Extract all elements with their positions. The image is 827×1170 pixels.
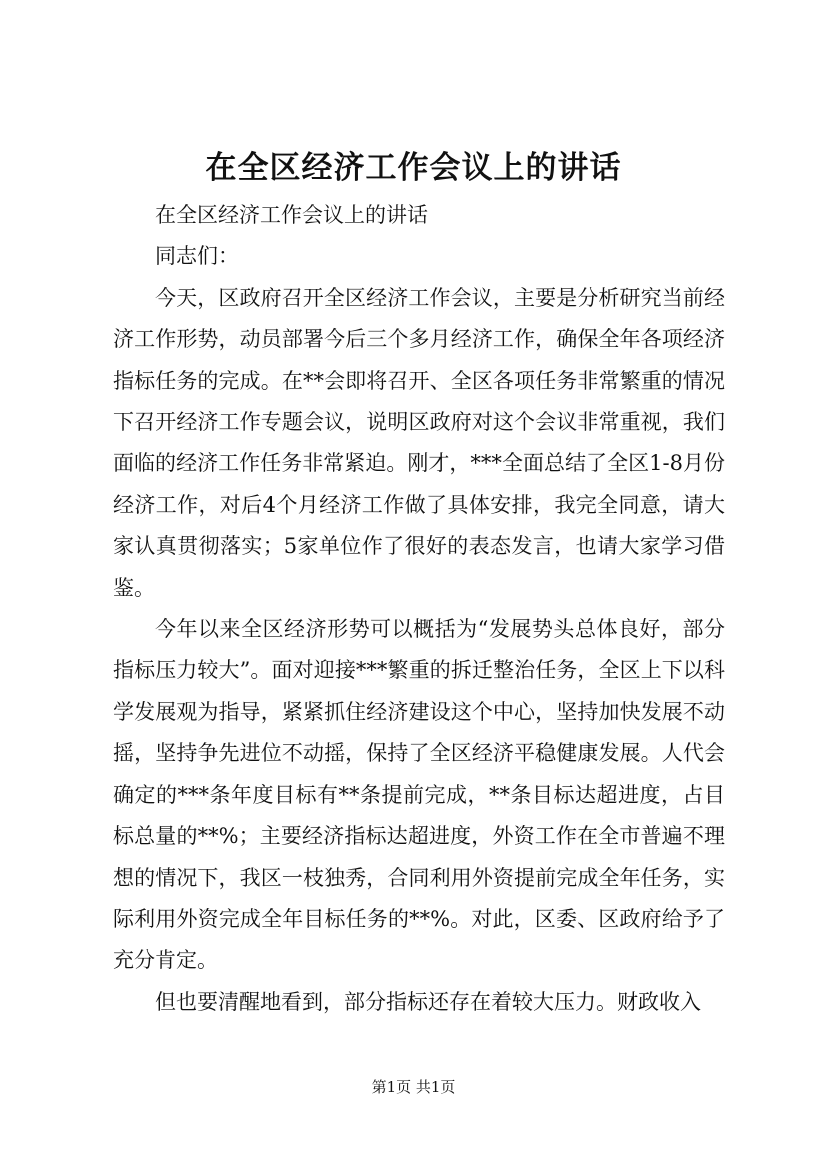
document-body (113, 195, 725, 1023)
salutation-paragraph: 同志们： (155, 244, 239, 269)
subtitle-paragraph: 在全区经济工作会议上的讲话 (155, 203, 428, 227)
document-title: 在全区经济工作会议上的讲话 (205, 150, 622, 186)
page-footer: 第1页 共1页 (371, 1078, 456, 1096)
body-paragraph: 今年以来全区经济形势可以概括为“发展势头总体良好，部分指标压力较大”。面对迎接***繁重的拆迁整治任务，全区上下以科学发展观为指导，紧紧抓住经济建设这个中心，坚持加快发展不动摇，坚持争先进位不动摇，保持了全区经济平稳健康发展。人代会确定的***条年度目标有**条提前完成，**条目标达超进度，占目标总量的**%；主要经济指标达超进度，外资工作在全市普遍不理想的情况下，我区一枝独秀，合同利用外资提前完成全年任务，实际利用外资完成全年目标任务的**%。对此，区委、区政府给予了充分肯定。 (113, 617, 725, 973)
body-paragraph: 今天，区政府召开全区经济工作会议，主要是分析研究当前经济工作形势，动员部署今后三个多月经济工作，确保全年各项经济指标任务的完成。在**会即将召开、全区各项任务非常繁重的情况下召开经济工作专题会议，说明区政府对这个会议非常重视，我们面临的经济工作任务非常紧迫。刚才，***全面总结了全区1-8月份经济工作，对后4个月经济工作做了具体安排，我完全同意，请大家认真贯彻落实；5家单位作了很好的表态发言，也请大家学习借鉴。 (113, 285, 725, 600)
body-paragraph: 但也要清醒地看到，部分指标还存在着较大压力。财政收入 (155, 989, 701, 1014)
